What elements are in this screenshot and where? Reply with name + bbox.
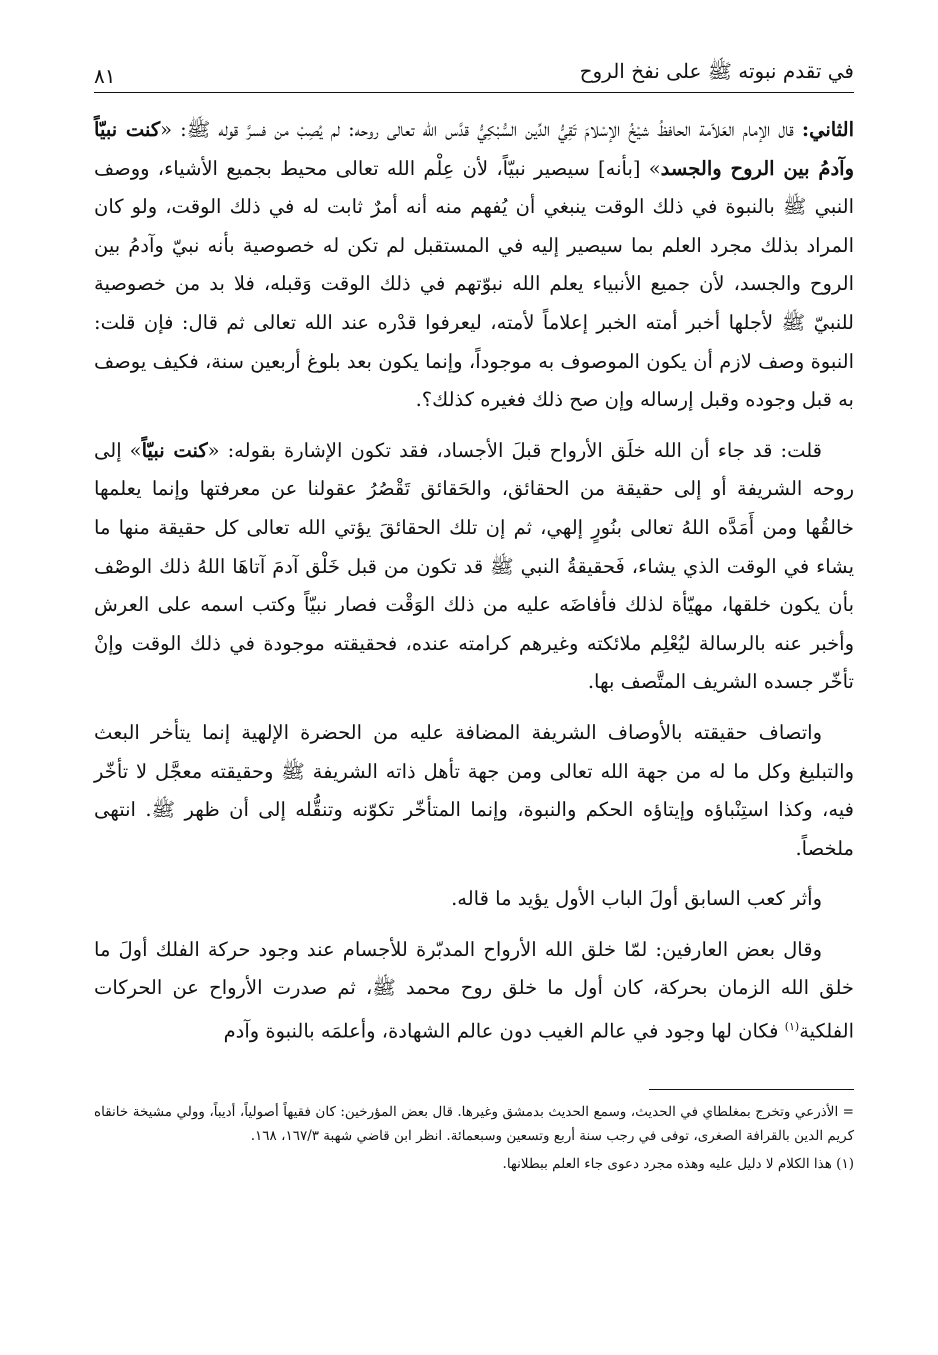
page-number: ٨١ xyxy=(94,64,116,88)
paragraph-4: وأثر كعب السابق أولَ الباب الأول يؤيد ما قاله. xyxy=(451,887,822,911)
main-text xyxy=(94,111,854,1051)
footnote-ref-1[interactable]: (١) xyxy=(784,1020,800,1034)
hadith-quote-short: كنت نبيّاً xyxy=(141,438,208,462)
paragraph-2-text-b: » إلى روحه الشريفة أو إلى حقيقة من الحقائق، والحَقائق تَقْصُرُ عقولنا عن معرفتها وإنما يعلمها خالقُها ومن أَمَدَّه اللهُ تعالى بنُورٍ إلهي، ثم إن تلك الحقائقَ يؤتي الله تعالى كل حقيقة منها ما يشاء في الوقت الذي يشاء، فَحقيقةُ النبي ﷺ قد تكون من قبل خَلْق آدمَ آتاهَا اللهُ ذلك الوصْف بأن يكون خلقها، مهيّأة لذلك فأفاضَه عليه من ذلك الوَقْت فصار نبيّاً وكتب اسمه على العرش وأخبر عنه بالرسالة ليُعْلِم ملائكته وغيرهم كرامته عنده، فحقيقته موجودة في ذلك الوقت وإنْ تأخّر جسده الشريف المتَّصف بها. xyxy=(94,438,854,694)
footnote-1: (١) هذا الكلام لا دليل عليه وهذه مجرد دعوى جاء العلم ببطلانها. xyxy=(502,1156,854,1173)
page-header xyxy=(94,52,854,93)
paragraph-5-text-a: وقال بعض العارفين: لمّا خلق الله الأرواح المدبّرة للأجسام عند وجود حركة الفلك أولَ ما خلق الله الزمان بحركة، كان أول ما خلق روح محمد ﷺ، ثم صدرت الأرواح عن الحركات الفلكية xyxy=(94,937,854,1043)
hadith-quote: كنت نبيّاً وآدمُ بين الروح والجسد xyxy=(94,118,854,180)
footnote-separator-wrap xyxy=(94,1063,854,1100)
paragraph-1-text-a: قال الإمام العَلاّمة الحافظُ شيْخُ الإسْلامَ تَقِيُّ الدِّين السُّبْكِيُّ قدَّس الله تعالى روحه: لم يُصِبْ من فسرَّ قوله ﷺ: « xyxy=(160,118,802,141)
paragraph-1 xyxy=(94,111,854,420)
paragraph-5-text-b: فكان لها وجود في عالم الغيب دون عالم الشهادة، وأعلمَه بالنبوة وآدم xyxy=(223,1019,785,1043)
paragraph-2 xyxy=(94,432,854,702)
footnote-separator xyxy=(649,1089,854,1090)
footnote-continuation: = الأذرعي وتخرج بمغلطاي في الحديث، وسمع الحديث بدمشق وغيرها. قال بعض المؤرخين: كان فقيهاً أصولياً، أديباً، وولي مشيخة خانقاه كريم الدين بالقرافة الصغرى، توفى في رجب سنة أربع وتسعين وسبعمائة. انظر ابن قاضي شهبة ١٦٧/٣، ١٦٨. xyxy=(94,1104,854,1145)
paragraph-2-text-a: قلت: قد جاء أن الله خلَق الأرواح قبلَ الأجساد، فقد تكون الإشارة بقوله: « xyxy=(207,438,822,462)
paragraph-1-text-b: » [بأنه] سيصير نبيّاً، لأن عِلْم الله تعالى محيط بجميع الأشياء، ووصف النبي ﷺ بالنبوة في ذلك الوقت ينبغي أن يُفهم منه أنه أمرٌ ثابت له في ذلك الوقت، ولو كان المراد بذلك مجرد العلم بما سيصير إليه في المستقبل لم تكن له خصوصية بأنه نبيّ وآدمُ بين الروح والجسد، لأن جميع الأنبياء يعلم الله نبوّتهم في ذلك الوقت وَقبله، فلا بد من خصوصية للنبيّ ﷺ لأجلها أخبر أمته الخبر إعلاماً لأمته، ليعرفوا قدْره عند الله تعالى ثم قال: فإن قلت: النبوة وصف لازم أن يكون الموصوف به موجوداً، وإنما يكون بعد بلوغ أربعين سنة، فكيف يوصف به قبل وجوده وقبل إرساله وإن صح ذلك فغيره كذلك؟. xyxy=(94,156,854,412)
running-title: في تقدم نبوته ﷺ على نفخ الروح xyxy=(579,59,854,83)
section-lead: الثاني: xyxy=(801,118,854,141)
paragraph-5 xyxy=(94,931,854,1051)
paragraph-3: واتصاف حقيقته بالأوصاف الشريفة المضافة عليه من الحضرة الإلهية إنما يتأخر البعث والتبليغ وكل ما له من جهة الله تعالى ومن جهة تأهل ذاته الشريفة ﷺ وحقيقته معجَّل لا تأخّر فيه، وكذا استِنْباؤه وإيتاؤه الحكم والنبوة، وإنما المتأخّر تكوّنه وتنقُّله إلى أن ظهر ﷺ. انتهى ملخصاً. xyxy=(94,720,854,860)
footnotes xyxy=(94,1100,854,1176)
